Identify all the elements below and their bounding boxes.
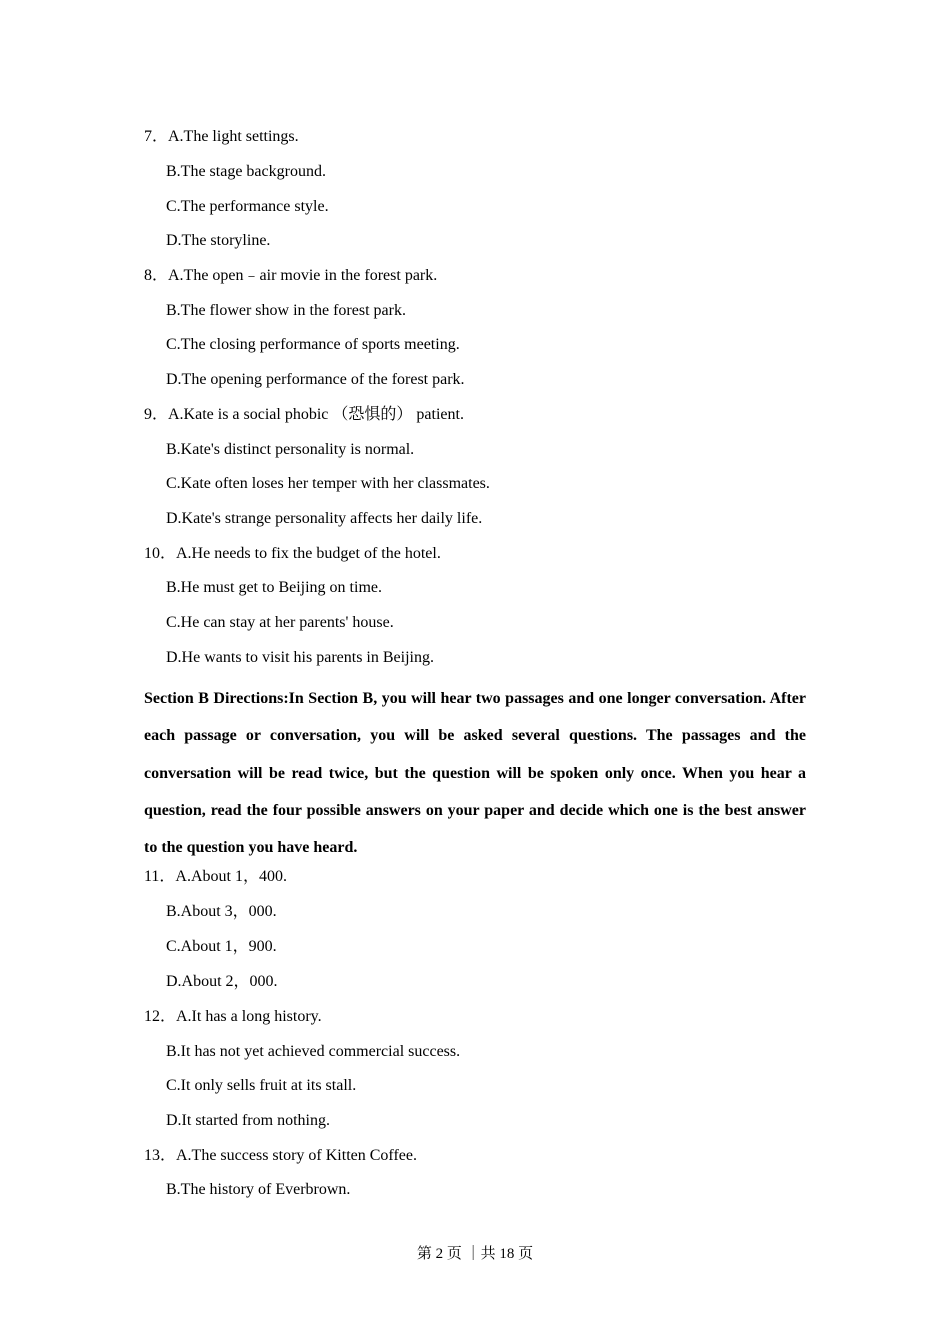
question-12-stem: 12．A.It has a long history. <box>144 1008 322 1025</box>
question-8-stem: 8．A.The open﹣air movie in the forest park. <box>144 267 438 284</box>
question-13-stem: 13．A.The success story of Kitten Coffee. <box>144 1147 417 1164</box>
question-8-option-b: B.The flower show in the forest park. <box>166 302 406 319</box>
question-12-option-c: C.It only sells fruit at its stall. <box>166 1077 357 1094</box>
question-12-option-d: D.It started from nothing. <box>166 1112 330 1129</box>
question-10-stem: 10．A.He needs to fix the budget of the hotel. <box>144 545 441 562</box>
question-7-stem: 7．A.The light settings. <box>144 128 299 145</box>
page-footer: 第 2 页 ｜共 18 页 <box>416 1246 534 1262</box>
question-12-option-b: B.It has not yet achieved commercial success. <box>166 1043 461 1060</box>
question-9-option-c: C.Kate often loses her temper with her classmates. <box>166 475 490 492</box>
question-7-option-c: C.The performance style. <box>166 198 329 215</box>
question-7-option-d: D.The storyline. <box>166 232 271 249</box>
question-8-option-c: C.The closing performance of sports meeting. <box>166 336 460 353</box>
question-9-option-b: B.Kate's distinct personality is normal. <box>166 441 415 458</box>
question-11-option-c: C.About 1，900. <box>166 938 277 955</box>
question-10-option-c: C.He can stay at her parents' house. <box>166 614 394 631</box>
section-b-directions: Section B Directions:In Section B, you will hear two passages and one longer conversation. After each passage or conversation, you will be asked several questions. The passages and the conversation will be read twice, but the question will be spoken only once. When you hear a question, read the four possible answers on your paper and decide which one is the best answer to the question you have heard. <box>144 690 806 857</box>
question-8-option-d: D.The opening performance of the forest park. <box>166 371 465 388</box>
question-10-option-d: D.He wants to visit his parents in Beijing. <box>166 649 434 666</box>
question-10-option-b: B.He must get to Beijing on time. <box>166 579 382 596</box>
question-11-option-d: D.About 2，000. <box>166 973 278 990</box>
question-9-stem: 9．A.Kate is a social phobic （恐惧的） patient. <box>144 406 464 423</box>
question-11-option-b: B.About 3，000. <box>166 903 277 920</box>
question-7-option-b: B.The stage background. <box>166 163 326 180</box>
question-9-option-d: D.Kate's strange personality affects her daily life. <box>166 510 483 527</box>
question-11-stem: 11．A.About 1，400. <box>144 868 287 885</box>
question-13-option-b: B.The history of Everbrown. <box>166 1181 351 1198</box>
